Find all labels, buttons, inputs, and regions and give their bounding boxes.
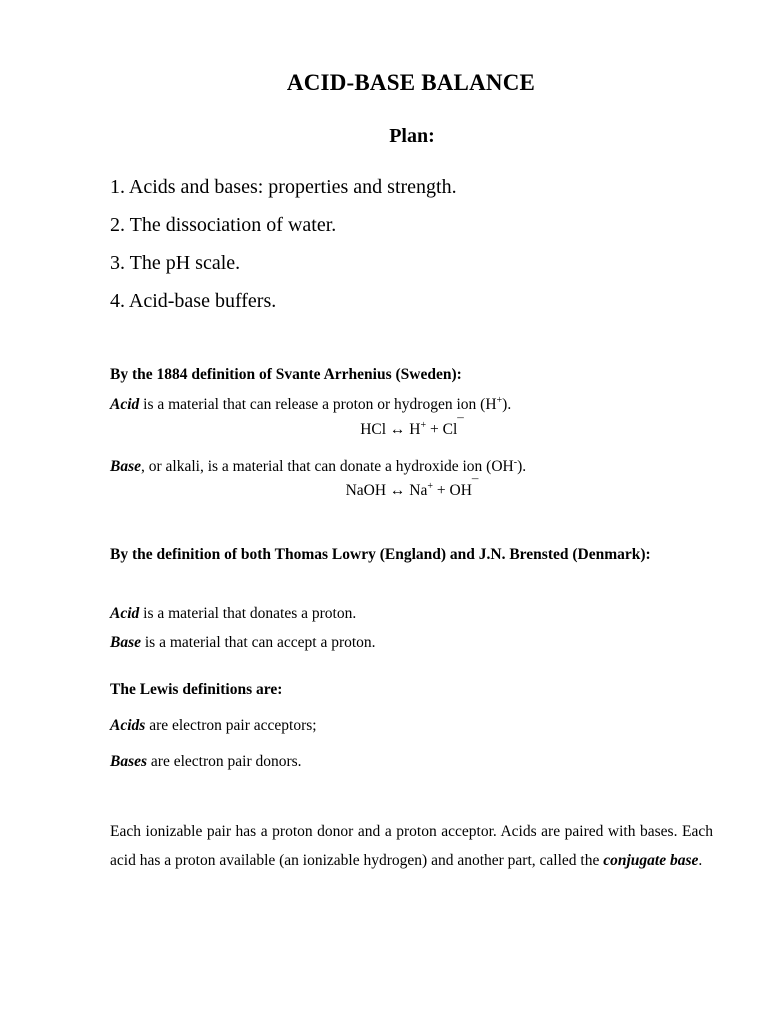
naoh-equation-charge: + [427,481,434,492]
plan-item: 1. Acids and bases: properties and strength. [110,176,457,198]
lewis-heading [110,675,713,704]
lewis-acid-definition [110,711,713,740]
hcl-equation-rhs: + Cl [426,421,458,438]
lewis-acid-text: are electron pair acceptors; [145,717,317,734]
lewis-heading-text: The Lewis definitions are: [110,681,283,698]
plan-item: 4. Acid-base buffers. [110,290,277,312]
naoh-equation-lhs: NaOH ↔ Na [345,482,428,499]
hydrogen-ion-charge: + [496,395,503,406]
acid-term: Acid [110,605,140,622]
page-title: ACID-BASE BALANCE [286,70,536,95]
acids-term: Acids [110,717,146,734]
naoh-equation-rhs: + OH [433,482,472,499]
lowry-bronsted-heading [110,540,713,569]
conjugate-paragraph [110,817,713,875]
conjugate-base-term: conjugate base [603,852,699,869]
acid-definition-text: is a material that can release a proton or hydrogen ion (H [139,396,497,413]
plan-item: 2. The dissociation of water. [110,214,337,236]
lowry-base-text: is a material that can accept a proton. [141,634,376,651]
hcl-equation-lhs: HCl ↔ H [360,421,421,438]
lowry-acid-definition [110,599,713,628]
base-definition-end: ). [517,458,527,475]
conjugate-paragraph-text: Each ionizable pair has a proton donor and a proton acceptor. Acids are paired with bases. Each acid has a proton available (an ionizable hydrogen) and another part, called the [110,823,713,869]
base-term: Base [110,458,141,475]
hydroxide-charge: - [513,457,518,468]
acid-term: Acid [110,396,140,413]
naoh-equation: NaOH ↔ Na+ + OH¯ [345,476,479,499]
lewis-base-definition [110,747,713,776]
lowry-acid-text: is a material that donates a proton. [139,605,357,622]
lowry-bronsted-heading-text: By the definition of both Thomas Lowry (England) and J.N. Brensted (Denmark): [110,546,651,563]
arrhenius-heading-text: By the 1884 definition of Svante Arrhenius (Sweden): [110,366,462,383]
lewis-base-text: are electron pair donors. [147,753,302,770]
hcl-equation: HCl ↔ H+ + Cl¯ [360,415,464,438]
plan-heading: Plan: [389,125,435,147]
base-term: Base [110,634,141,651]
arrhenius-base-definition [110,452,713,481]
base-definition-text: , or alkali, is a material that can donate a hydroxide ion (OH [141,458,514,475]
plan-item: 3. The pH scale. [110,252,241,274]
hcl-equation-charge: + [420,420,427,431]
acid-definition-end: ). [502,396,512,413]
conjugate-paragraph-end: . [698,852,703,869]
arrhenius-acid-definition [110,390,713,419]
arrhenius-heading [110,360,713,389]
lowry-base-definition [110,628,713,657]
bases-term: Bases [110,753,148,770]
